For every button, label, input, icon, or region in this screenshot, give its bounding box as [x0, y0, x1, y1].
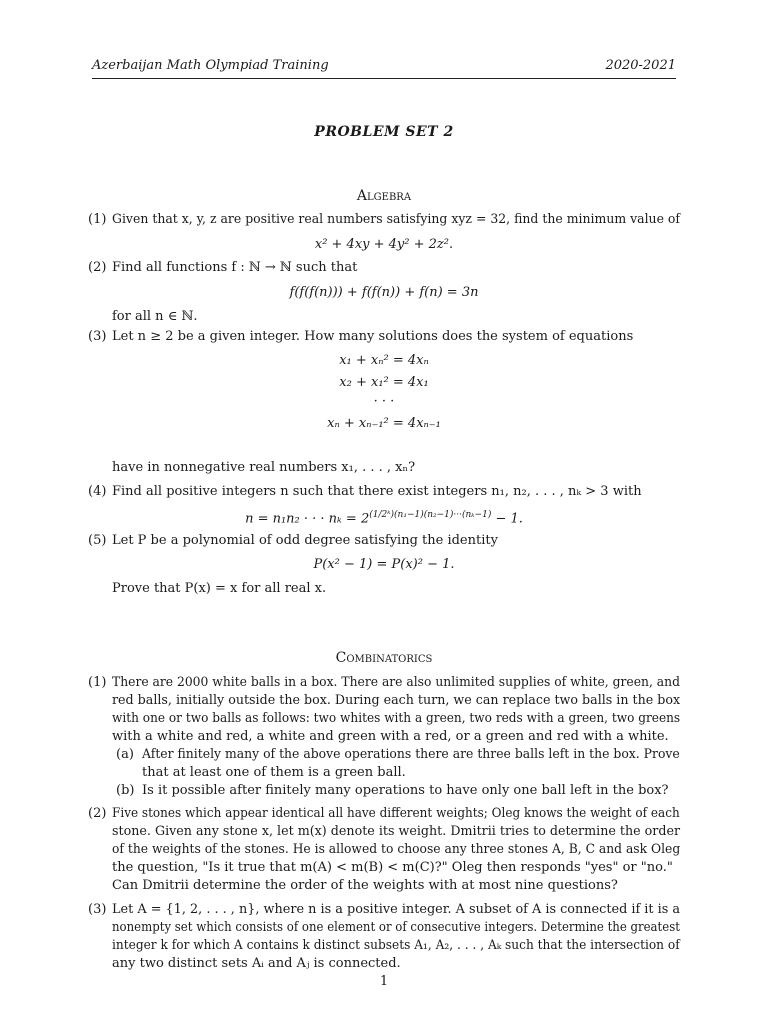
combinatorics-problem-3-line: integer k for which A contains k distinct subsets A₁, A₂, . . . , Aₖ such that the intersection of [112, 938, 680, 953]
algebra-problem-1-text: Given that x, y, z are positive real numbers satisfying xyz = 32, find the minimum value of [112, 212, 681, 227]
algebra-problem-4-formula-base: n = n₁n₂ · · · nₖ = 2 [245, 511, 370, 527]
combinatorics-problem-3-line: any two distinct sets Aᵢ and Aⱼ is connected. [112, 956, 401, 971]
algebra-problem-2-number: (2) [88, 260, 107, 275]
combinatorics-problem-1-line: with one or two balls as follows: two whites with a green, two reds with a green, two greens [112, 711, 681, 726]
combinatorics-problem-1-line: with a white and red, a white and green with a red, or a green and red with a white. [112, 729, 669, 744]
algebra-problem-5-number: (5) [88, 533, 107, 548]
combinatorics-problem-1b-label: (b) [116, 783, 135, 798]
algebra-problem-2-tail: for all n ∈ ℕ. [112, 309, 198, 324]
header-right: 2020-2021 [605, 58, 676, 73]
algebra-problem-5-tail: Prove that P(x) = x for all real x. [112, 581, 327, 596]
page-number: 1 [379, 974, 389, 989]
combinatorics-problem-2-line: Five stones which appear identical all have different weights; Oleg knows the weight of each [112, 806, 680, 821]
algebra-problem-3-equation-1: x₁ + xₙ² = 4xₙ [339, 353, 429, 368]
algebra-problem-4-formula-exponent: (1/2ᵏ)(n₁−1)(n₂−1)···(nₖ−1) [369, 510, 492, 520]
combinatorics-problem-3-number: (3) [88, 902, 107, 917]
header-rule [92, 78, 676, 79]
section-heading-combinatorics: Combinatorics [335, 650, 433, 666]
algebra-problem-3-equation-2: x₂ + x₁² = 4x₁ [339, 375, 429, 390]
combinatorics-problem-1-line: There are 2000 white balls in a box. There are also unlimited supplies of white, green, and [112, 675, 680, 690]
combinatorics-problem-2-line: of the weights of the stones. He is allowed to choose any three stones A, B, C and ask Oleg [112, 842, 681, 857]
algebra-problem-3-ellipsis: · · · [373, 394, 395, 409]
combinatorics-problem-3-line: Let A = {1, 2, . . . , n}, where n is a positive integer. A subset of A is connected if it is a [112, 902, 681, 917]
algebra-problem-5-formula: P(x² − 1) = P(x)² − 1. [313, 557, 455, 572]
section-heading-algebra: Algebra [356, 188, 412, 204]
algebra-problem-3-tail: have in nonnegative real numbers x₁, . . . , xₙ? [112, 460, 416, 475]
header-left: Azerbaijan Math Olympiad Training [92, 58, 329, 73]
algebra-problem-3-equation-n: xₙ + xₙ₋₁² = 4xₙ₋₁ [327, 416, 441, 431]
algebra-problem-3-number: (3) [88, 329, 107, 344]
combinatorics-problem-3-line: nonempty set which consists of one element or of consecutive integers. Determine the greatest [112, 920, 680, 935]
algebra-problem-1-number: (1) [88, 212, 107, 227]
algebra-problem-4-number: (4) [88, 484, 107, 499]
combinatorics-problem-2-line: stone. Given any stone x, let m(x) denote its weight. Dmitrii tries to determine the order [112, 824, 681, 839]
algebra-problem-5-text: Let P be a polynomial of odd degree satisfying the identity [112, 533, 498, 548]
combinatorics-problem-1a-line: that at least one of them is a green ball. [142, 765, 406, 780]
combinatorics-problem-1-number: (1) [88, 675, 107, 690]
algebra-problem-1-formula: x² + 4xy + 4y² + 2z². [314, 237, 454, 252]
algebra-problem-4-text: Find all positive integers n such that there exist integers n₁, n₂, . . . , nₖ > 3 with [112, 484, 642, 499]
combinatorics-problem-1b-line: Is it possible after finitely many operations to have only one ball left in the box? [142, 783, 669, 798]
algebra-problem-2-text: Find all functions f : ℕ → ℕ such that [112, 260, 358, 275]
combinatorics-problem-1a-line: After finitely many of the above operations there are three balls left in the box. Prove [142, 747, 680, 762]
algebra-problem-3-text: Let n ≥ 2 be a given integer. How many solutions does the system of equations [112, 329, 634, 344]
combinatorics-problem-1-line: red balls, initially outside the box. During each turn, we can replace two balls in the box [112, 693, 681, 708]
combinatorics-problem-1a-label: (a) [116, 747, 134, 762]
combinatorics-problem-2-line: the question, "Is it true that m(A) < m(B) < m(C)?" Oleg then responds "yes" or "no." [112, 860, 673, 875]
algebra-problem-4-formula [0, 510, 768, 526]
algebra-problem-2-formula: f(f(f(n))) + f(f(n)) + f(n) = 3n [289, 285, 479, 300]
page-title: PROBLEM SET 2 [314, 124, 454, 140]
combinatorics-problem-2-line: Can Dmitrii determine the order of the weights with at most nine questions? [112, 878, 618, 893]
combinatorics-problem-2-number: (2) [88, 806, 107, 821]
algebra-problem-4-formula-tail: − 1. [491, 511, 523, 527]
